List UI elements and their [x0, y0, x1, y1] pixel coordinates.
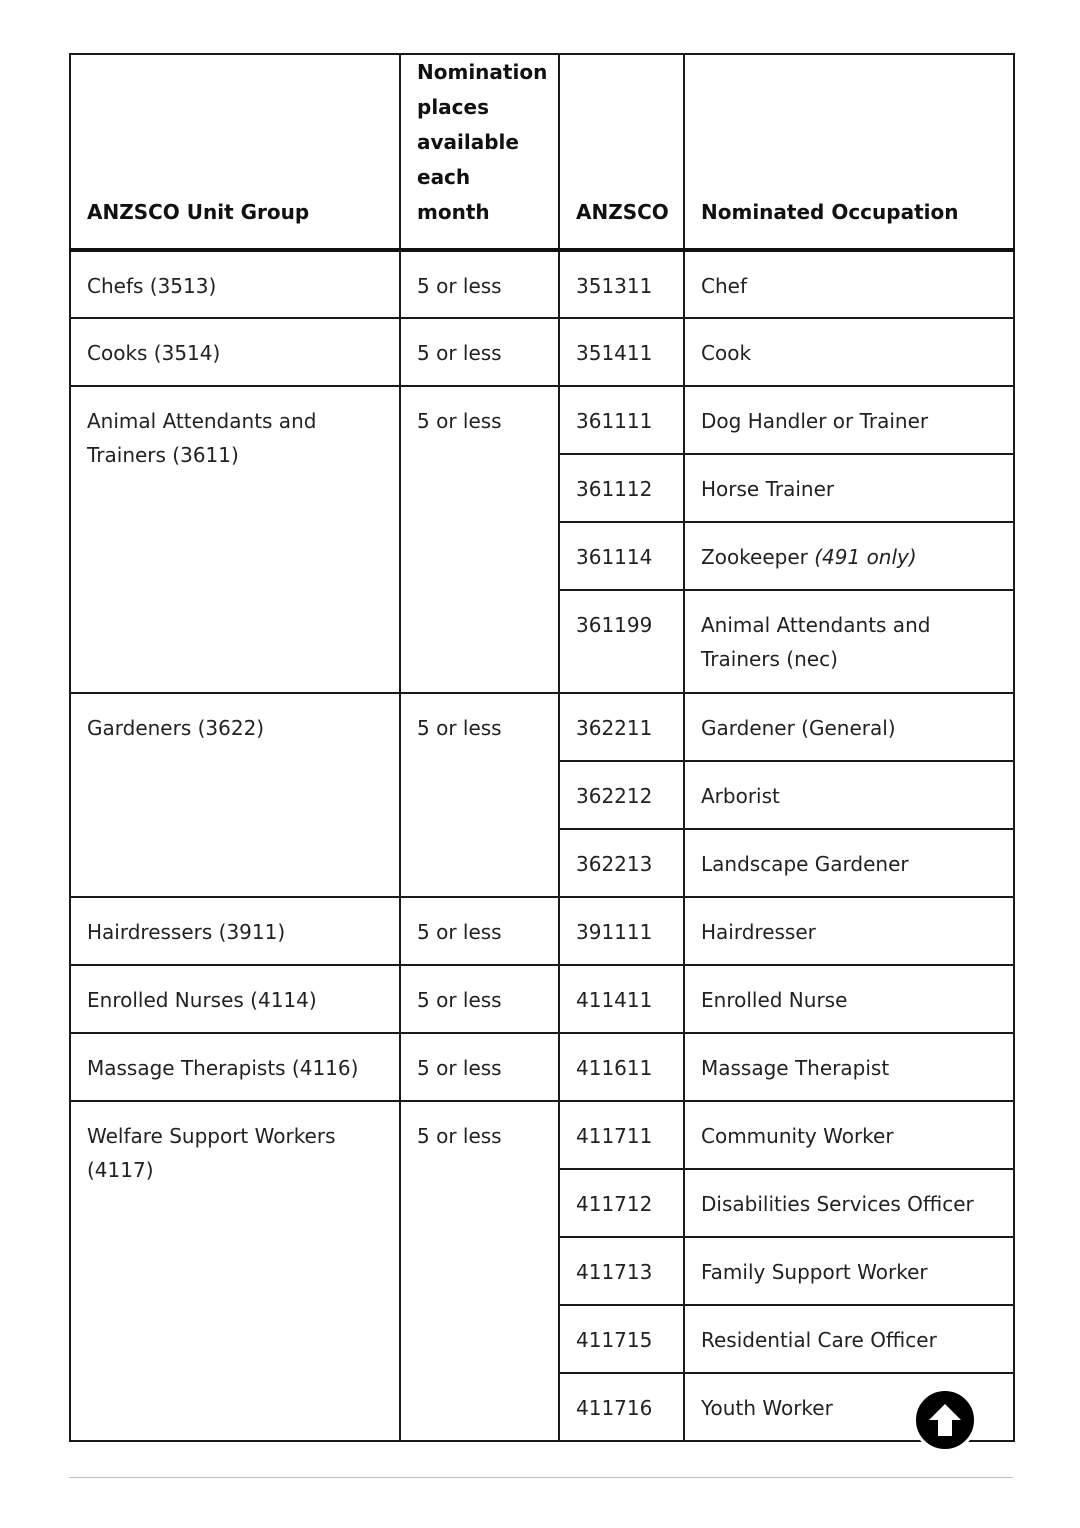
occupation-cell: Disabilities Services Officer — [684, 1169, 1014, 1237]
unit-group-cell: Cooks (3514) — [70, 318, 400, 386]
header-places: Nomination places available each month — [400, 54, 559, 250]
anzsco-code-cell: 411716 — [559, 1373, 684, 1441]
header-anzsco: ANZSCO — [559, 54, 684, 250]
places-cell: 5 or less — [400, 250, 559, 318]
anzsco-code-cell: 351311 — [559, 250, 684, 318]
unit-group-cell: Welfare Support Workers (4117) — [70, 1101, 400, 1441]
unit-group-cell: Hairdressers (3911) — [70, 897, 400, 965]
occupation-cell: Residential Care Officer — [684, 1305, 1014, 1373]
occupation-cell: Dog Handler or Trainer — [684, 386, 1014, 454]
table-header-row — [70, 54, 1014, 250]
header-occupation: Nominated Occupation — [684, 54, 1014, 250]
places-cell: 5 or less — [400, 693, 559, 897]
anzsco-code-cell: 361199 — [559, 590, 684, 693]
scroll-to-top-button[interactable] — [913, 1388, 977, 1452]
anzsco-code-cell: 361114 — [559, 522, 684, 590]
occupation-cell — [684, 522, 1014, 590]
places-cell: 5 or less — [400, 897, 559, 965]
table-row — [70, 693, 1014, 761]
unit-group-cell: Massage Therapists (4116) — [70, 1033, 400, 1101]
anzsco-code-cell: 391111 — [559, 897, 684, 965]
unit-group-cell: Gardeners (3622) — [70, 693, 400, 897]
table-row — [70, 897, 1014, 965]
table-row — [70, 318, 1014, 386]
footer-divider — [69, 1477, 1013, 1478]
table-row — [70, 1101, 1014, 1169]
arrow-up-icon — [925, 1400, 965, 1440]
unit-group-cell: Chefs (3513) — [70, 250, 400, 318]
occupation-table — [69, 53, 1015, 1442]
occupation-cell: Landscape Gardener — [684, 829, 1014, 897]
anzsco-code-cell: 411711 — [559, 1101, 684, 1169]
occupation-text: Zookeeper — [701, 545, 808, 569]
anzsco-code-cell: 411712 — [559, 1169, 684, 1237]
places-cell: 5 or less — [400, 386, 559, 693]
occupation-cell: Youth Worker — [684, 1373, 1014, 1441]
unit-group-cell: Enrolled Nurses (4114) — [70, 965, 400, 1033]
places-cell: 5 or less — [400, 1101, 559, 1441]
occupation-cell: Massage Therapist — [684, 1033, 1014, 1101]
occupation-cell: Community Worker — [684, 1101, 1014, 1169]
header-unit-group: ANZSCO Unit Group — [70, 54, 400, 250]
occupation-cell: Chef — [684, 250, 1014, 318]
table-row — [70, 386, 1014, 454]
places-cell: 5 or less — [400, 318, 559, 386]
anzsco-code-cell: 362212 — [559, 761, 684, 829]
occupation-cell: Animal Attendants and Trainers (nec) — [684, 590, 1014, 693]
table-row — [70, 965, 1014, 1033]
occupation-cell: Gardener (General) — [684, 693, 1014, 761]
occupation-cell: Hairdresser — [684, 897, 1014, 965]
occupation-cell: Enrolled Nurse — [684, 965, 1014, 1033]
anzsco-code-cell: 411715 — [559, 1305, 684, 1373]
table-row — [70, 250, 1014, 318]
places-cell: 5 or less — [400, 965, 559, 1033]
occupation-cell: Cook — [684, 318, 1014, 386]
anzsco-code-cell: 361112 — [559, 454, 684, 522]
anzsco-code-cell: 351411 — [559, 318, 684, 386]
occupation-cell: Family Support Worker — [684, 1237, 1014, 1305]
table-body — [70, 250, 1014, 1441]
anzsco-code-cell: 362211 — [559, 693, 684, 761]
anzsco-code-cell: 411411 — [559, 965, 684, 1033]
occupation-cell: Arborist — [684, 761, 1014, 829]
occupation-cell: Horse Trainer — [684, 454, 1014, 522]
occupation-note: (491 only) — [814, 545, 917, 569]
unit-group-cell: Animal Attendants and Trainers (3611) — [70, 386, 400, 693]
places-cell: 5 or less — [400, 1033, 559, 1101]
anzsco-code-cell: 411611 — [559, 1033, 684, 1101]
anzsco-code-cell: 411713 — [559, 1237, 684, 1305]
table-row — [70, 1033, 1014, 1101]
anzsco-code-cell: 361111 — [559, 386, 684, 454]
anzsco-code-cell: 362213 — [559, 829, 684, 897]
